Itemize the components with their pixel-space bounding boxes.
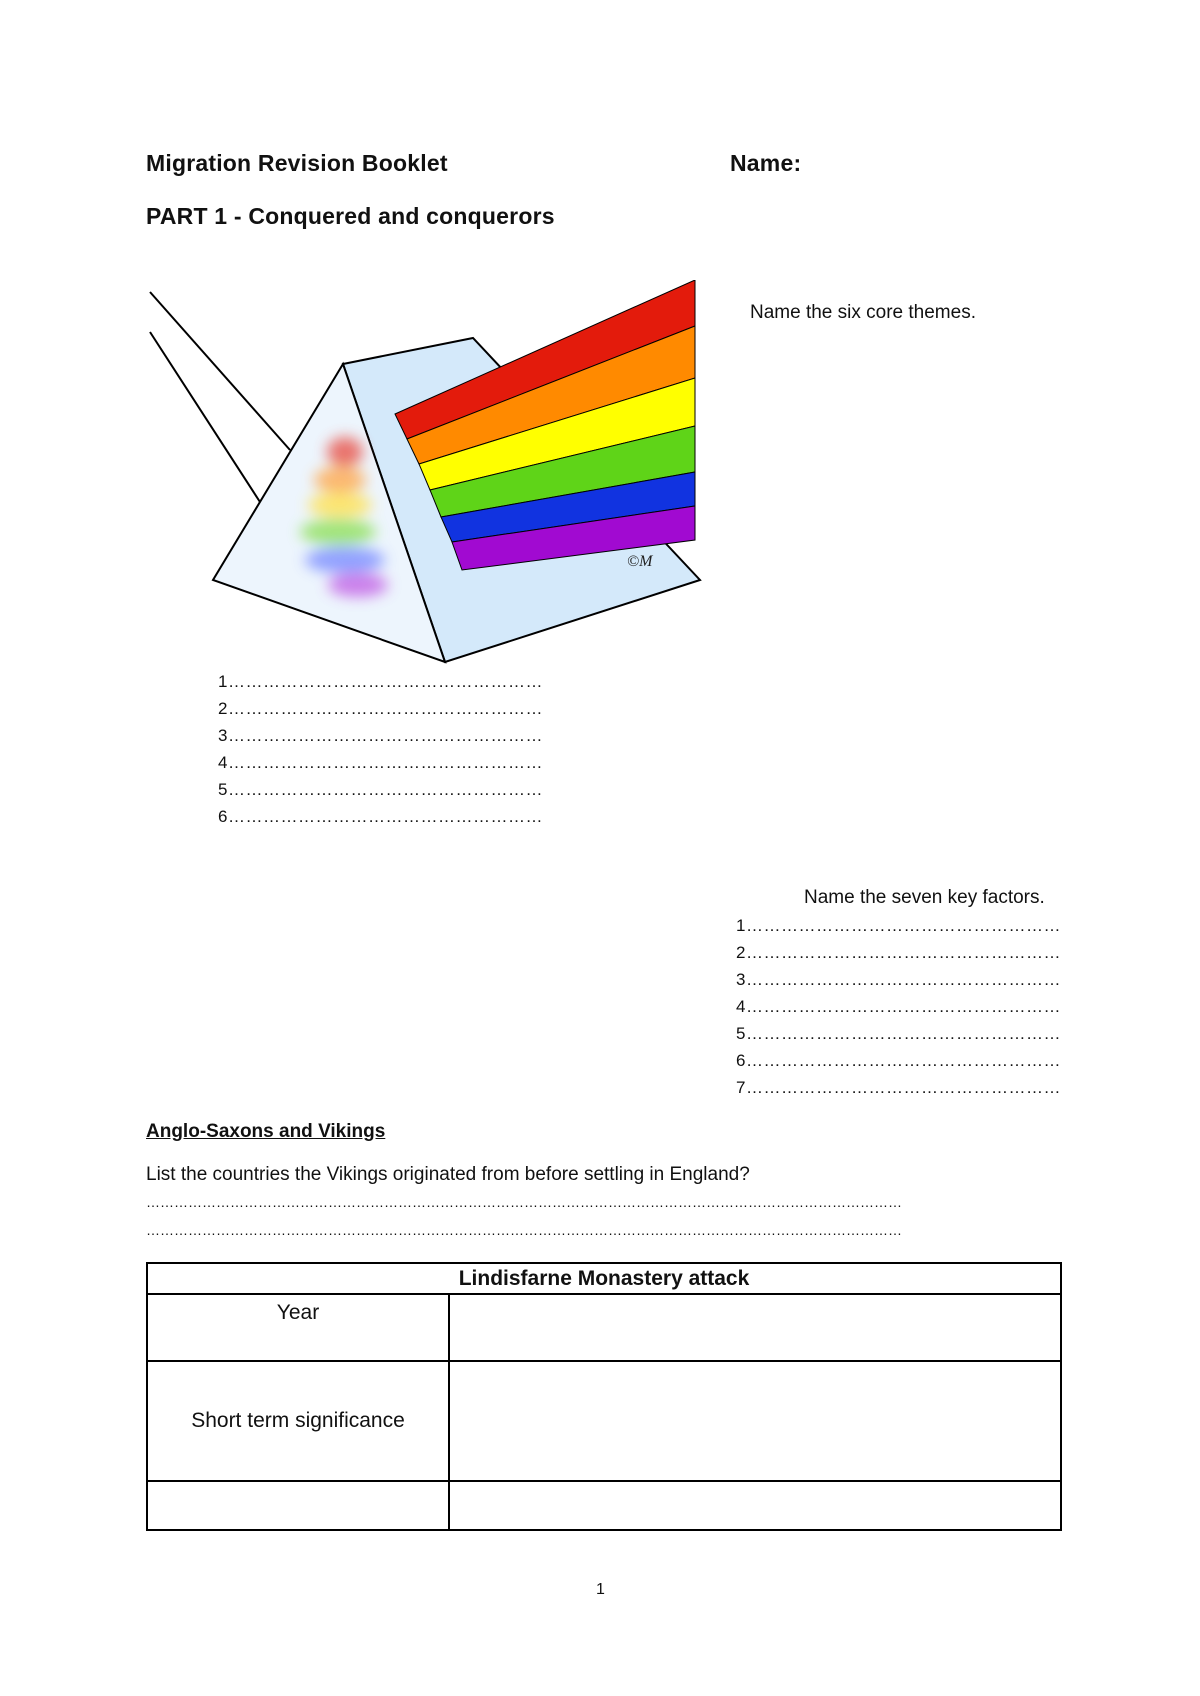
name-label: Name: [730, 150, 802, 176]
significance-answer-cell[interactable] [449, 1361, 1061, 1481]
table-row [147, 1294, 1061, 1361]
factor-answer-line[interactable]: 4……………………………………………… [736, 997, 1061, 1016]
themes-list [218, 668, 543, 830]
factor-answer-line[interactable]: 2……………………………………………… [736, 943, 1061, 962]
booklet-title: Migration Revision Booklet [146, 150, 448, 176]
short-term-significance-label: Short term significance [147, 1361, 449, 1481]
lindisfarne-table [146, 1262, 1062, 1531]
factor-answer-line[interactable]: 5……………………………………………… [736, 1024, 1061, 1043]
themes-prompt: Name the six core themes. [750, 302, 976, 323]
theme-answer-line[interactable]: 1……………………………………………… [218, 672, 543, 691]
table-row [147, 1481, 1061, 1530]
part-title: PART 1 - Conquered and conquerors [146, 203, 555, 229]
factor-answer-line[interactable]: 6……………………………………………… [736, 1051, 1061, 1070]
answer-line[interactable]: ……………………………………………………………………………………………………………………………………………… [146, 1194, 902, 1210]
factors-prompt: Name the seven key factors. [804, 887, 1045, 908]
light-ray-line [150, 292, 290, 450]
vikings-question: List the countries the Vikings originated from before settling in England? [146, 1164, 750, 1185]
blank-label-cell[interactable] [147, 1481, 449, 1530]
factor-answer-line[interactable]: 1……………………………………………… [736, 916, 1061, 935]
prism-illustration [140, 280, 710, 670]
artist-signature: ©M [627, 553, 653, 570]
page-number: 1 [596, 1581, 605, 1598]
factor-answer-line[interactable]: 3……………………………………………… [736, 970, 1061, 989]
factor-answer-line[interactable]: 7……………………………………………… [736, 1078, 1061, 1097]
blank-answer-cell[interactable] [449, 1481, 1061, 1530]
theme-answer-line[interactable]: 2……………………………………………… [218, 699, 543, 718]
table-title-row [147, 1263, 1061, 1294]
year-answer-cell[interactable] [449, 1294, 1061, 1361]
light-ray-line [150, 332, 260, 502]
year-label: Year [147, 1294, 449, 1361]
theme-answer-line[interactable]: 5……………………………………………… [218, 780, 543, 799]
answer-line[interactable]: ……………………………………………………………………………………………………………………………………………… [146, 1222, 902, 1238]
factors-list [736, 912, 1061, 1101]
table-row [147, 1361, 1061, 1481]
theme-answer-line[interactable]: 6……………………………………………… [218, 807, 543, 826]
theme-answer-line[interactable]: 3……………………………………………… [218, 726, 543, 745]
section-heading: Anglo-Saxons and Vikings [146, 1121, 386, 1142]
table-title: Lindisfarne Monastery attack [147, 1263, 1061, 1294]
theme-answer-line[interactable]: 4……………………………………………… [218, 753, 543, 772]
